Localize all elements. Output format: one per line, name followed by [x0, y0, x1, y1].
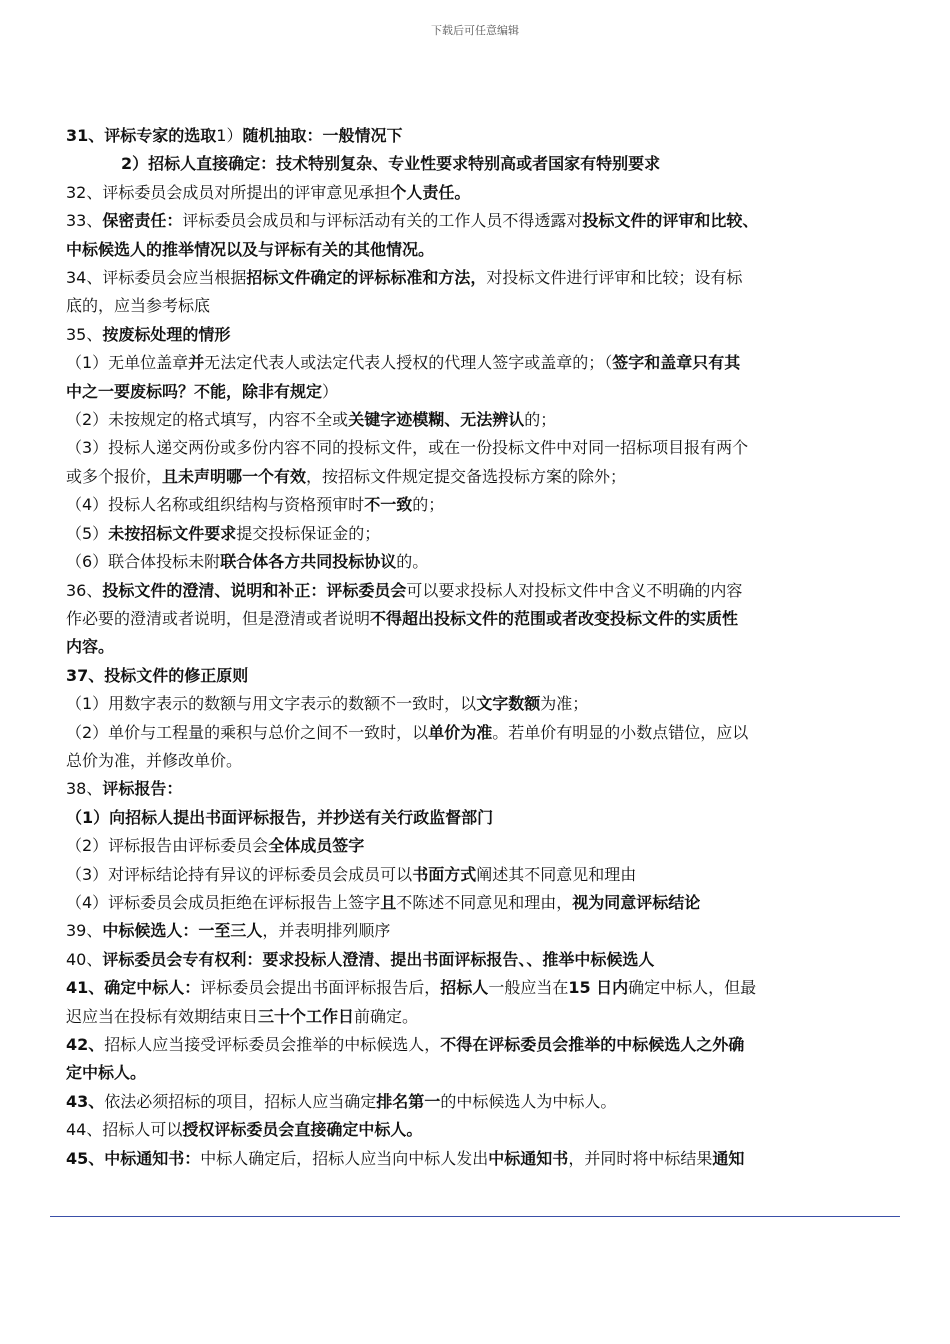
text-segment: ，按招标文件规定提交备选投标方案的除外； [306, 466, 627, 486]
bold-segment: 41、确定中标人： [66, 978, 201, 998]
text-line [66, 747, 886, 775]
text-segment: 44、招标人可以 [66, 1120, 183, 1140]
bold-segment: 不得在评标委员会推举的中标候选人之外确 [440, 1035, 745, 1054]
text-segment: （2）单价与工程量的乘积与总价之间不一致时，以 [66, 722, 429, 742]
text-segment: 总价为准，并修改单价。 [66, 750, 243, 770]
bold-segment: 并 [188, 353, 205, 373]
text-line [66, 1116, 886, 1144]
text-segment: 的中标候选人为中标人。 [440, 1091, 617, 1111]
text-segment: 。若单价有明显的小数点错位，应以 [492, 722, 749, 742]
text-segment: （3）对评标结论持有异议的评标委员会成员可以 [66, 864, 413, 884]
bold-segment: 关键字迹模糊、无法辨认 [348, 410, 525, 430]
text-line [66, 1003, 886, 1031]
text-segment: 不陈述不同意见和理由， [396, 892, 573, 912]
bold-segment: 随机抽取：一般情况下 [242, 126, 403, 145]
text-segment: 36、 [66, 580, 103, 600]
text-line [66, 577, 886, 605]
text-line [66, 520, 886, 548]
text-segment: 无法定代表人或法定代表人授权的代理人签字或盖章的；（ [204, 353, 613, 373]
text-line [66, 889, 886, 917]
text-line [66, 434, 886, 462]
bold-segment: 不一致 [364, 495, 413, 515]
bold-segment: 不得超出投标文件的范围或者改变投标文件的实质性 [370, 608, 739, 628]
bold-segment: 投标文件的澄清、说明和补正：评标委员会 [102, 580, 407, 600]
text-segment: （1）无单位盖章 [66, 353, 189, 373]
bold-segment: 43、 [66, 1091, 105, 1111]
bold-segment: 评标报告： [102, 779, 183, 799]
text-segment: 35、 [66, 324, 103, 344]
bold-segment: 按废标处理的情形 [102, 324, 231, 344]
text-segment: 提交投标保证金的； [236, 523, 381, 543]
text-segment: 招标人应当接受评标委员会推举的中标候选人， [104, 1035, 441, 1054]
text-segment: 作必要的澄清或者说明，但是澄清或者说明 [66, 608, 371, 628]
bold-segment: 中标候选人的推举情况以及与评标有关的其他情况。 [66, 239, 435, 259]
text-segment: ，并同时将中标结果 [568, 1148, 713, 1168]
bold-segment: 签字和盖章只有其 [612, 353, 741, 373]
bold-segment: 2）招标人直接确定：技术特别复杂、专业性要求特别高或者国家有特别要求 [121, 154, 661, 174]
bold-segment: 联合体各方共同投标协议 [220, 552, 397, 572]
text-segment: 确定中标人，但最 [628, 978, 757, 998]
text-segment: 40、 [66, 949, 103, 969]
text-line [66, 1059, 886, 1087]
bold-segment: 视为同意评标结论 [572, 892, 701, 912]
text-segment: 1） [216, 126, 243, 145]
text-line [66, 321, 886, 349]
bold-segment: 中标通知书 [488, 1148, 569, 1168]
text-line [66, 690, 886, 718]
bold-segment: 37、投标文件的修正原则 [66, 665, 249, 685]
text-segment: 为准； [540, 694, 589, 714]
text-segment: ，并表明排列顺序 [262, 921, 391, 941]
text-line [66, 349, 886, 377]
text-segment: 一般应当在 [488, 978, 569, 998]
text-line [66, 150, 886, 178]
bold-segment: 且未声明哪一个有效 [162, 466, 307, 486]
text-line [66, 491, 886, 519]
bold-segment: 投标文件的评审和比较、 [582, 211, 759, 231]
bold-segment: 中标候选人：一至三人 [102, 921, 263, 941]
footer-divider [50, 1216, 900, 1217]
text-segment: 评标委员会成员和与评标活动有关的工作人员不得透露对 [182, 211, 583, 231]
bold-segment: 通知 [712, 1148, 745, 1168]
text-segment: 对投标文件进行评审和比较；设有标 [486, 268, 743, 288]
bold-segment: 内容。 [66, 637, 115, 657]
text-line [66, 633, 886, 661]
text-line [66, 463, 886, 491]
bold-segment: （1）向招标人提出书面评标报告，并抄送有关行政监督部门 [66, 807, 494, 827]
bold-segment: 45、中标通知书： [66, 1148, 201, 1168]
text-line [66, 946, 886, 974]
bold-segment: 且 [380, 892, 397, 912]
text-line [66, 122, 886, 150]
text-segment: 的； [412, 495, 445, 515]
text-segment: 依法必须招标的项目，招标人应当确定 [104, 1091, 377, 1111]
text-segment: （4）评标委员会成员拒绝在评标报告上签字 [66, 892, 381, 912]
text-line [66, 406, 886, 434]
text-segment: （5） [66, 523, 109, 543]
text-segment: （1）用数字表示的数额与用文字表示的数额不一致时，以 [66, 694, 477, 714]
text-line [66, 832, 886, 860]
text-segment: 的； [524, 410, 557, 430]
text-line [66, 861, 886, 889]
text-segment: 或多个报价， [66, 466, 163, 486]
text-line [66, 378, 886, 406]
bold-segment: 单价为准 [428, 722, 493, 742]
text-segment: 38、 [66, 779, 103, 799]
header-note: 下载后可任意编辑 [431, 24, 519, 37]
text-segment: 34、评标委员会应当根据 [66, 268, 247, 288]
text-line [66, 1088, 886, 1116]
text-line [66, 917, 886, 945]
text-line [66, 1145, 886, 1173]
bold-segment: 全体成员签字 [268, 836, 365, 856]
text-line [66, 264, 886, 292]
bold-segment: 定中标人。 [66, 1063, 147, 1083]
text-segment: 底的，应当参考标底 [66, 296, 211, 316]
text-segment: 33、 [66, 211, 103, 231]
bold-segment: 保密责任： [102, 211, 183, 231]
text-segment: 迟应当在投标有效期结束日 [66, 1006, 259, 1026]
bold-segment: 授权评标委员会直接确定中标人。 [182, 1120, 423, 1140]
text-line [66, 292, 886, 320]
bold-segment: 招标文件确定的评标标准和方法， [246, 268, 487, 288]
text-segment: 阐述其不同意见和理由 [476, 864, 637, 884]
bold-segment: 未按招标文件要求 [108, 523, 237, 543]
text-line [66, 207, 886, 235]
bold-segment: 31、评标专家的选取 [66, 126, 217, 145]
text-line [66, 719, 886, 747]
bold-segment: 42、 [66, 1035, 105, 1054]
bold-segment: 招标人 [440, 978, 489, 998]
text-line [66, 548, 886, 576]
text-segment: 可以要求投标人对投标文件中含义不明确的内容 [406, 580, 743, 600]
text-line [66, 804, 886, 832]
text-line [66, 1031, 886, 1059]
text-line [66, 974, 886, 1002]
text-line [66, 179, 886, 207]
text-segment: （4）投标人名称或组织结构与资格预审时 [66, 495, 365, 515]
bold-segment: 排名第一 [376, 1091, 441, 1111]
text-line [66, 236, 886, 264]
text-segment: （2）未按规定的格式填写，内容不全或 [66, 410, 349, 430]
text-segment: 中标人确定后，招标人应当向中标人发出 [200, 1148, 489, 1168]
document-body [66, 122, 886, 1173]
bold-segment: 评标委员会专有权利：要求投标人澄清、提出书面评标报告、、推举中标候选人 [102, 949, 655, 969]
bold-segment: 三十个工作日 [258, 1006, 355, 1026]
text-segment: （3）投标人递交两份或多份内容不同的投标文件，或在一份投标文件中对同一招标项目报有两个 [66, 438, 749, 458]
text-segment: ） [322, 381, 339, 401]
text-line [66, 662, 886, 690]
text-segment: 的。 [396, 552, 429, 572]
bold-segment: 文字数额 [476, 694, 541, 714]
text-segment: 39、 [66, 921, 103, 941]
text-segment: 前确定。 [354, 1006, 419, 1026]
text-segment: 32、评标委员会成员对所提出的评审意见承担 [66, 182, 391, 202]
text-segment: 评标委员会提出书面评标报告后， [200, 978, 441, 998]
text-segment: （2）评标报告由评标委员会 [66, 836, 269, 856]
text-line [66, 605, 886, 633]
bold-segment: 书面方式 [412, 864, 477, 884]
bold-segment: 15 日内 [568, 978, 629, 998]
text-line [66, 775, 886, 803]
bold-segment: 个人责任。 [390, 182, 471, 202]
text-segment: （6）联合体投标未附 [66, 552, 221, 572]
bold-segment: 中之一要废标吗？不能，除非有规定 [66, 381, 323, 401]
